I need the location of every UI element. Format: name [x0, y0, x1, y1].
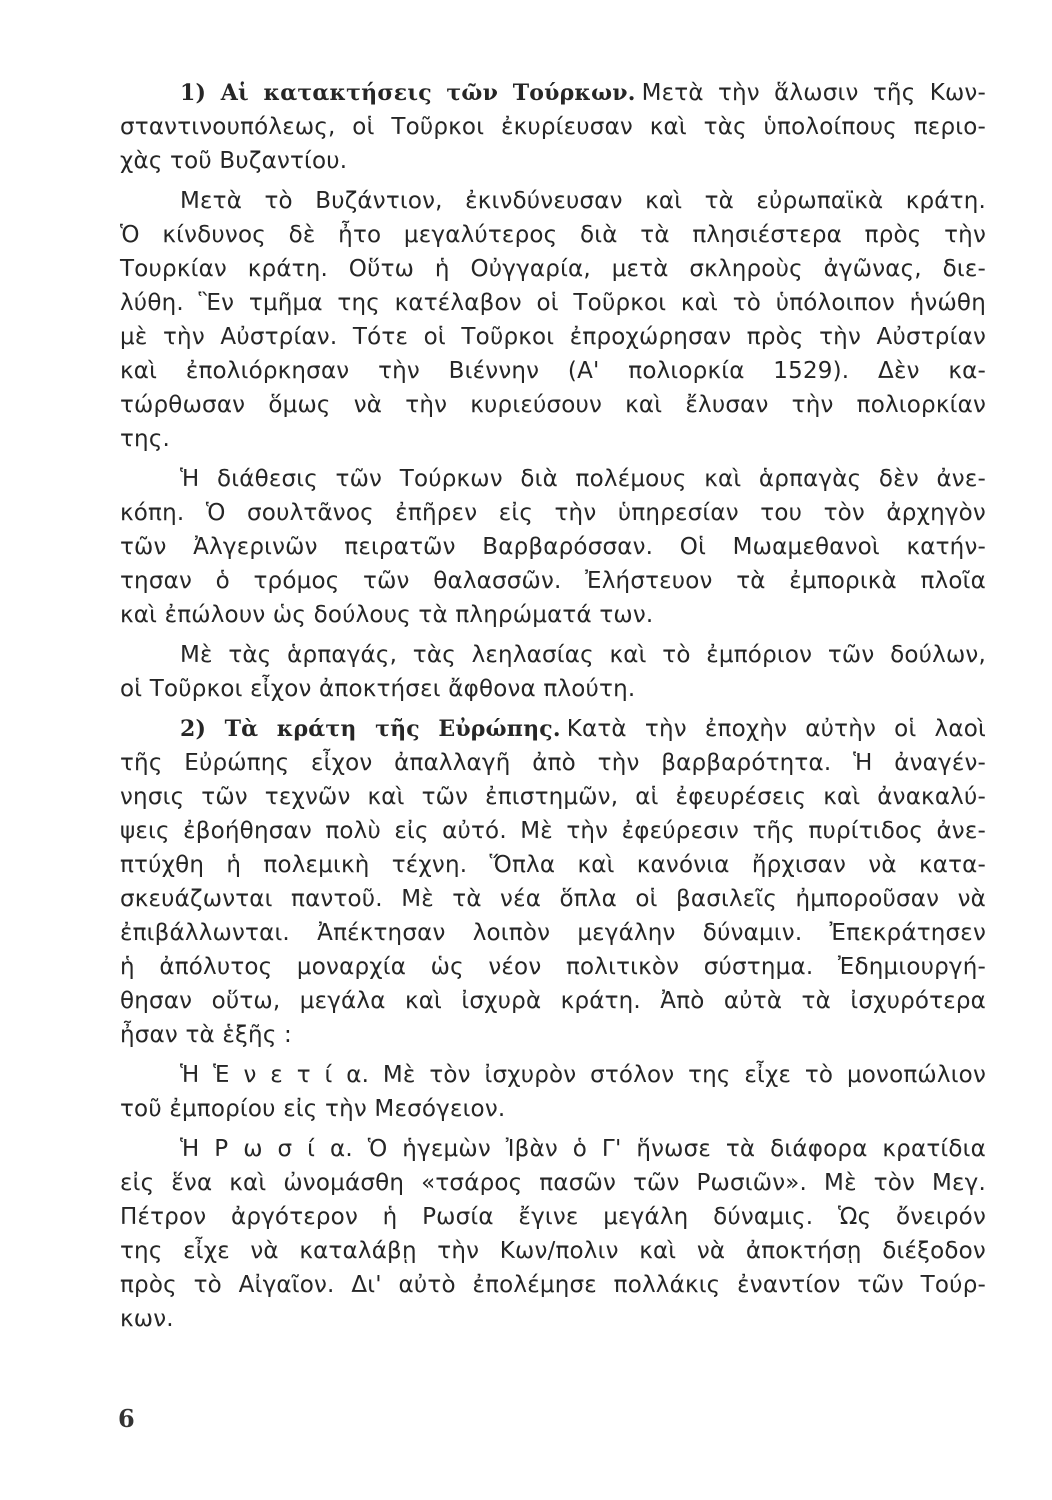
text-line — [120, 1268, 986, 1302]
text-line — [120, 462, 986, 496]
section-heading: 1) Αἱ κατακτήσεις τῶν Τούρκων. — [180, 80, 636, 106]
page-number: 6 — [118, 1404, 135, 1433]
text-line — [120, 144, 986, 178]
text-line — [120, 564, 986, 598]
paragraph — [120, 1058, 986, 1126]
line-text: τῶν Ἀλγερινῶν πειρατῶν Βαρβαρόσσαν. Οἱ Μωαμεθανοὶ κατήν- — [120, 534, 986, 560]
text-line — [120, 672, 986, 706]
text-line — [120, 950, 986, 984]
line-text: της. — [120, 426, 171, 452]
text-line — [120, 1092, 986, 1126]
section-heading: 2) Τὰ κράτη τῆς Εὐρώπης. — [180, 716, 561, 742]
text-line — [120, 598, 986, 632]
text-line — [120, 252, 986, 286]
text-line — [120, 1132, 986, 1166]
text-line — [120, 422, 986, 456]
line-text: λύθη. Ἓν τμῆμα της κατέλαβον οἱ Τοῦρκοι καὶ τὸ ὑπόλοιπον ἡνώθη — [120, 290, 986, 316]
line-text: Μὲ τὰς ἁρπαγάς, τὰς λεηλασίας καὶ τὸ ἐμπόριον τῶν δούλων, — [180, 642, 986, 668]
paragraph — [120, 638, 986, 706]
line-text: ἐπιβάλλωνται. Ἀπέκτησαν λοιπὸν μεγάλην δύναμιν. Ἐπεκράτησεν — [120, 920, 986, 946]
line-text: Ἡ διάθεσις τῶν Τούρκων διὰ πολέμους καὶ ἁρπαγὰς δὲν ἀνε- — [180, 466, 986, 492]
text-line — [120, 530, 986, 564]
line-text: τησαν ὁ τρόμος τῶν θαλασσῶν. Ἐλήστευον τὰ ἐμπορικὰ πλοῖα — [120, 568, 986, 594]
line-text: Κατὰ τὴν ἐποχὴν αὐτὴν οἱ λαοὶ — [566, 716, 986, 742]
line-text: κόπη. Ὁ σουλτᾶνος ἐπῆρεν εἰς τὴν ὑπηρεσίαν του τὸν ἀρχηγὸν — [120, 500, 986, 526]
line-text: πτύχθη ἡ πολεμικὴ τέχνη. Ὅπλα καὶ κανόνια ἤρχισαν νὰ κατα- — [120, 852, 986, 878]
line-text: τώρθωσαν ὅμως νὰ τὴν κυριεύσουν καὶ ἔλυσαν τὴν πολιορκίαν — [120, 392, 986, 418]
line-text: καὶ ἐπώλουν ὡς δούλους τὰ πληρώματά των. — [120, 602, 654, 628]
line-text: νησις τῶν τεχνῶν καὶ τῶν ἐπιστημῶν, αἱ ἐφευρέσεις καὶ ἀνακαλύ- — [120, 784, 986, 810]
paragraph — [120, 462, 986, 632]
line-text: τοῦ ἐμπορίου εἰς τὴν Μεσόγειον. — [120, 1096, 506, 1122]
line-text: της εἶχε νὰ καταλάβῃ τὴν Κων/πολιν καὶ νὰ ἀποκτήσῃ διέξοδον — [120, 1238, 986, 1264]
page-body — [120, 70, 986, 1336]
text-line — [120, 496, 986, 530]
text-line — [120, 638, 986, 672]
text-line — [120, 1302, 986, 1336]
text-line — [120, 388, 986, 422]
text-line — [120, 814, 986, 848]
line-text: τῆς Εὐρώπης εἶχον ἀπαλλαγῆ ἀπὸ τὴν βαρβαρότητα. Ἡ ἀναγέν- — [120, 750, 986, 776]
line-text: ἦσαν τὰ ἑξῆς : — [120, 1022, 292, 1048]
paragraph — [120, 76, 986, 178]
text-line — [120, 184, 986, 218]
line-text: Ἡ Ἑ ν ε τ ί α. Μὲ τὸν ἰσχυρὸν στόλον της εἶχε τὸ μονοπώλιον — [180, 1062, 986, 1088]
line-text: Τουρκίαν κράτη. Οὕτω ἡ Οὐγγαρία, μετὰ σκληροὺς ἀγῶνας, διε- — [120, 256, 986, 282]
text-line — [120, 1200, 986, 1234]
line-text: ψεις ἐβοήθησαν πολὺ εἰς αὐτό. Μὲ τὴν ἐφεύρεσιν τῆς πυρίτιδος ἀνε- — [120, 818, 986, 844]
text-line — [120, 354, 986, 388]
text-line — [120, 218, 986, 252]
line-text: Πέτρον ἀργότερον ἡ Ρωσία ἔγινε μεγάλη δύναμις. Ὡς ὄνειρόν — [120, 1204, 986, 1230]
line-text: εἰς ἕνα καὶ ὠνομάσθη «τσάρος πασῶν τῶν Ρωσιῶν». Μὲ τὸν Μεγ. — [120, 1170, 986, 1196]
text-line — [120, 1058, 986, 1092]
line-text: Ἡ Ρ ω σ ί α. Ὁ ἡγεμὼν Ἰβὰν ὁ Γ' ἥνωσε τὰ διάφορα κρατίδια — [180, 1136, 986, 1162]
line-text: σκευάζωνται παντοῦ. Μὲ τὰ νέα ὅπλα οἱ βασιλεῖς ἠμποροῦσαν νὰ — [120, 886, 986, 912]
text-line — [120, 1234, 986, 1268]
text-line — [120, 712, 986, 746]
line-text: Μετὰ τὸ Βυζάντιον, ἐκινδύνευσαν καὶ τὰ εὐρωπαϊκὰ κράτη. — [180, 188, 986, 214]
line-text: πρὸς τὸ Αἰγαῖον. Δι' αὐτὸ ἐπολέμησε πολλάκις ἐναντίον τῶν Τούρ- — [120, 1272, 986, 1298]
text-line — [120, 1018, 986, 1052]
line-text: Ὁ κίνδυνος δὲ ἦτο μεγαλύτερος διὰ τὰ πλησιέστερα πρὸς τὴν — [120, 222, 986, 248]
text-line — [120, 76, 986, 110]
paragraph — [120, 184, 986, 456]
line-text: χὰς τοῦ Βυζαντίου. — [120, 148, 348, 174]
paragraph — [120, 712, 986, 1052]
text-line — [120, 286, 986, 320]
line-text: οἱ Τοῦρκοι εἶχον ἀποκτήσει ἄφθονα πλούτη. — [120, 676, 636, 702]
text-line — [120, 848, 986, 882]
text-line — [120, 984, 986, 1018]
text-line — [120, 780, 986, 814]
line-text: καὶ ἐπολιόρκησαν τὴν Βιέννην (Α' πολιορκία 1529). Δὲν κα- — [120, 358, 986, 384]
line-text: κων. — [120, 1306, 174, 1332]
line-text: σταντινουπόλεως, οἱ Τοῦρκοι ἐκυρίευσαν καὶ τὰς ὑπολοίπους περιο- — [120, 114, 986, 140]
line-text: Μετὰ τὴν ἅλωσιν τῆς Κων- — [641, 80, 986, 106]
text-line — [120, 916, 986, 950]
text-line — [120, 1166, 986, 1200]
line-text: μὲ τὴν Αὐστρίαν. Τότε οἱ Τοῦρκοι ἐπροχώρησαν πρὸς τὴν Αὐστρίαν — [120, 324, 986, 350]
text-line — [120, 882, 986, 916]
text-line — [120, 320, 986, 354]
line-text: θησαν οὕτω, μεγάλα καὶ ἰσχυρὰ κράτη. Ἀπὸ αὐτὰ τὰ ἰσχυρότερα — [120, 988, 986, 1014]
text-line — [120, 746, 986, 780]
text-line — [120, 110, 986, 144]
line-text: ἡ ἀπόλυτος μοναρχία ὡς νέον πολιτικὸν σύστημα. Ἐδημιουργή- — [120, 954, 986, 980]
paragraph — [120, 1132, 986, 1336]
